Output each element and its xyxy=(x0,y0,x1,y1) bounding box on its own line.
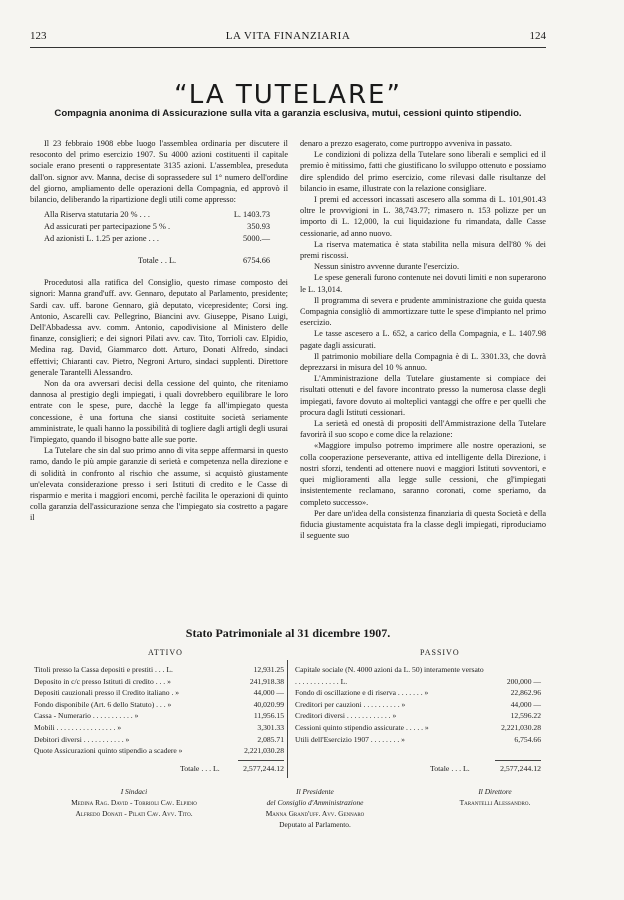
row-label: Quote Assicurazioni quinto stipendio a scadere » xyxy=(34,746,183,756)
total-value: 2,577,244.12 xyxy=(243,764,284,773)
total-rule xyxy=(238,760,284,761)
paragraph: Le spese generali furono contenute nei dovuti limiti e non superarono le L. 13,014. xyxy=(300,273,546,294)
table-row xyxy=(34,745,284,757)
signature-president xyxy=(230,786,400,830)
total-label: Totale . . . L. xyxy=(180,764,220,773)
table-row xyxy=(295,722,541,734)
table-row xyxy=(34,710,284,722)
table-row xyxy=(295,734,541,746)
total-value: 2,577,244.12 xyxy=(500,764,541,773)
row-label: Debitori diversi . . . . . . . . . . . » xyxy=(34,734,130,744)
row-label: Titoli presso la Cassa depositi e prestiti . . . L. xyxy=(34,665,173,674)
total-rule xyxy=(495,760,541,761)
allocation-amount: 5000.— xyxy=(243,234,270,244)
paragraph: La serietà ed onestà di propositi dell'Ammistrazione della Tutelare favorirà il suo scopo e come dice la relazione: xyxy=(300,419,546,440)
row-label: Creditori per cauzioni . . . . . . . . . . » xyxy=(295,699,406,709)
paragraph: Le condizioni di polizza della Tutelare sono liberali e semplici ed il premio è mitissimo, fatti che giustificano lo sviluppo ottenuto e possiamo dire splendido del primo esercizio, come rilevasi dalle risultanze del bilancio in esame, illustrate con la relazione consigliare. xyxy=(300,150,546,193)
allocation-label: Ad assicurati per partecipazione 5 % . xyxy=(44,222,171,232)
table-row xyxy=(34,664,284,676)
row-value: 200,000 — xyxy=(506,676,541,686)
paragraph: Per dare un'idea della consistenza finanziaria di questa Società e della fiducia giustamente acquistata fra la classe degli impiegati, riproduciamo il seguente suo xyxy=(300,508,546,541)
signature-title: del Consiglio d'Amministrazione xyxy=(266,798,364,807)
row-value: 22,862.96 xyxy=(510,688,541,698)
liabilities-header: PASSIVO xyxy=(420,648,460,657)
row-value: 44,000 — xyxy=(253,688,284,698)
allocation-label: Ad azionisti L. 1.25 per azione . . . xyxy=(44,234,159,244)
paragraph: Le tasse ascesero a L. 652, a carico della Compagnia, e L. 1407.98 pagate dagli assicurati. xyxy=(300,329,546,350)
row-value: 241,918.38 xyxy=(249,676,284,686)
signature-role: Deputato al Parlamento. xyxy=(279,820,351,829)
signature-title: Il Presidente xyxy=(296,787,334,796)
running-header xyxy=(30,30,546,46)
table-row xyxy=(34,734,284,746)
row-label: Fondo disponibile (Art. 6 dello Statuto) . . . » xyxy=(34,699,172,709)
paragraph: Non da ora avversari decisi della cessione del quinto, che riteniamo dannosa al prestigio degli impiegati, i quali dovrebbero equilibrare le loro entrate con le spese, pure, dacchè la legge fa all'impiegato questa concessione, è una fortuna che siansi costituite società seriamente amministrate, le quali hanno la possibilità di togliere dagli artigli degli usurai l'impiegato, quando il bisogno batte alle sue porte. xyxy=(30,379,288,445)
right-column xyxy=(300,138,546,541)
article-subtitle: Compagnia anonima di Assicurazione sulla vita a garanzia esclusiva, mutui, cessioni quinto stipendio. xyxy=(54,108,522,119)
paragraph: La riserva matematica è stata stabilita nella misura dell'80 % dei premi riscossi. xyxy=(300,239,546,261)
row-label: Creditori diversi . . . . . . . . . . . . » xyxy=(295,711,397,721)
paragraph: Il patrimonio mobiliare della Compagnia è di L. 3301.33, che dovrà deprezzarsi in misura del 10 % annuo. xyxy=(300,351,546,373)
allocation-amount: L. 1403.73 xyxy=(233,210,270,220)
header-rule xyxy=(30,47,546,48)
allocation-total-label: Totale . . L. xyxy=(138,256,177,266)
signature-names: Tarantelli Alessandro. xyxy=(459,798,531,807)
signature-director xyxy=(430,786,560,808)
signature-names: Medina Rag. David - Torrioli Cav. Elpidio xyxy=(71,798,197,807)
allocation-total-amount: 6754.66 xyxy=(243,256,270,266)
row-label: Cassa - Numerario . . . . . . . . . . . » xyxy=(34,711,139,721)
row-label: Utili dell'Esercizio 1907 . . . . . . . . » xyxy=(295,734,405,744)
row-value: 2,085.71 xyxy=(257,734,284,744)
running-title: LA VITA FINANZIARIA xyxy=(225,30,351,42)
paragraph: denaro a prezzo esagerato, come purtroppo avveniva in passato. xyxy=(300,139,512,148)
signature-names: Manna Grand'uff. Avv. Gennaro xyxy=(265,809,365,818)
allocation-row xyxy=(30,221,288,233)
row-label: Cessioni quinto stipendio assicurate . . . . . » xyxy=(295,722,429,732)
table-row xyxy=(295,664,541,687)
paragraph: Nessun sinistro avvenne durante l'esercizio. xyxy=(314,262,460,272)
liabilities-table xyxy=(295,664,541,745)
allocation-row xyxy=(30,209,288,221)
row-label: Fondo di oscillazione e di riserva . . . . . . . » xyxy=(295,688,429,698)
left-column xyxy=(30,138,288,524)
paragraph: L'Amministrazione della Tutelare giustamente si compiace dei risultati ottenuti e del favore incontrato presso la numerosa classe degli impiegati, favore dovuto ai molteplici vantaggi che offre e per quelli che procura dagli Istituti cessionari. xyxy=(300,374,546,417)
table-row xyxy=(34,687,284,699)
assets-table xyxy=(34,664,284,757)
row-value: 40,020.99 xyxy=(253,699,284,709)
profit-allocation xyxy=(30,209,288,267)
row-value: 44,000 — xyxy=(510,699,541,709)
row-value: 12,931.25 xyxy=(253,665,284,674)
table-row xyxy=(295,699,541,711)
paragraph: Procedutosi alla ratifica del Consiglio, questo rimase composto dei signori: Manna grand'uff. avv. Gennaro, deputato al Parlamento, presidente; Sardi cav. uff. barone Gennaro, già deputato, vicepresidente; Corsi ing. Antonio, Ascarelli cav. Pellegrino, Biancini avv. Giuseppe, Pisano Luigi, Dell'Abbadessa avv. comm. Antonio, capodivisione al Ministero delle finanze, consiglieri; e dei signori Pilati avv. cav. Tito, Torrioli cav. Elpidio, Medina rag. David, Giammarco dott. Arturo, Donati Alfredo, sindaci effettivi; Chiaranti cav. Pietro, Negroni Arturo, sindaci supplenti. Direttore generale Tarantelli Alessandro. xyxy=(30,278,288,377)
signature-title: I Sindaci xyxy=(120,787,148,796)
row-value: 2,221,030.28 xyxy=(244,746,284,756)
table-row xyxy=(34,699,284,711)
article-title: “LA TUTELARE” xyxy=(174,80,402,110)
signature-title: Il Direttore xyxy=(478,787,512,796)
paragraph: Il 23 febbraio 1908 ebbe luogo l'assemblea ordinaria per discutere il resoconto del primo esercizio 1907. Su 4000 azioni costituenti il capitale sociale erano presenti o rappresentate 3135 azioni. L'assemblea, preseduta dall'on. signor avv. Manna, decise di soprassedere sul 1° numero dell'ordine del giorno, ampliamento delle operazioni della Compagnia, ed approvò il bilancio, deliberando la ripartizione degli utili come appresso: xyxy=(30,139,288,205)
table-row xyxy=(34,676,284,688)
page-number-left: 123 xyxy=(30,30,47,42)
allocation-row xyxy=(30,233,288,245)
paragraph: La Tutelare che sin dal suo primo anno di vita seppe affermarsi in questo ramo, dando le più ampie garanzie di serietà e competenza nella direzione e di solidità in confronto al rischio che assume, si acquistò giustamente un'elevata considerazione presso i seri Istituti di credito e le Casse di risparmio e merita i maggiori encomi, perchè facilita le operazioni di quinto colla garanzia dell'assicurazione senza che l'impiegato sia costretto a pagare il xyxy=(30,446,288,523)
paragraph: I premi ed accessori incassati ascesero alla somma di L. 101,901.43 oltre le provvigioni in L. 38,743.77; rimasero n. 153 polizze per un importo di L. 12,000, la cui liquidazione fu rimandata, dalle Casse cessionarie, ad anno nuovo. xyxy=(300,195,546,238)
row-label: Capitale sociale (N. 4000 azioni da L. 50) interamente versato . . . . . . . . . . . . L. xyxy=(295,665,484,686)
allocation-total xyxy=(30,255,288,267)
row-value: 6,754.66 xyxy=(514,734,541,744)
paragraph: Il programma di severa e prudente amministrazione che guida questa Compagnia consigliò di ammortizzare tutte le spese d'impianto nel primo esercizio. xyxy=(300,295,546,328)
assets-header: ATTIVO xyxy=(148,648,183,657)
row-value: 12,596.22 xyxy=(510,711,541,721)
row-value: 3,301.33 xyxy=(257,722,284,732)
row-label: Depositi cauzionali presso il Credito italiano . » xyxy=(34,688,180,698)
table-row xyxy=(34,722,284,734)
row-label: Deposito in c/c presso Istituti di credito . . . » xyxy=(34,676,171,686)
page-number-right: 124 xyxy=(529,30,546,42)
table-row xyxy=(295,687,541,699)
total-label: Totale . . . L. xyxy=(430,764,470,773)
row-value: 11,956.15 xyxy=(253,711,284,721)
row-label: Mobili . . . . . . . . . . . . . . . . » xyxy=(34,722,122,732)
signature-sindaci xyxy=(34,786,234,819)
balance-sheet-title: Stato Patrimoniale al 31 dicembre 1907. xyxy=(185,626,391,640)
signature-names: Alfredo Donati - Pilati Cav. Avv. Tito. xyxy=(75,809,193,818)
column-divider xyxy=(287,660,288,778)
allocation-amount: 350.93 xyxy=(247,222,270,232)
quote-paragraph: «Maggiore impulso potremo imprimere alle nostre operazioni, se colla cooperazione perseverante, attiva ed intelligente della Direzione, i nostri sforzi, tendenti ad ottenere nuovi e maggiori Istituti sovventori, e quei miglioramenti alla legge sulle cessioni, che gl'impiegati insistentemente reclamano, saranno coronati, come speriamo, da completo successo». xyxy=(300,441,546,507)
table-row xyxy=(295,710,541,722)
row-value: 2,221,030.28 xyxy=(501,722,541,732)
allocation-label: Alla Riserva statutaria 20 % . . . xyxy=(44,210,150,220)
